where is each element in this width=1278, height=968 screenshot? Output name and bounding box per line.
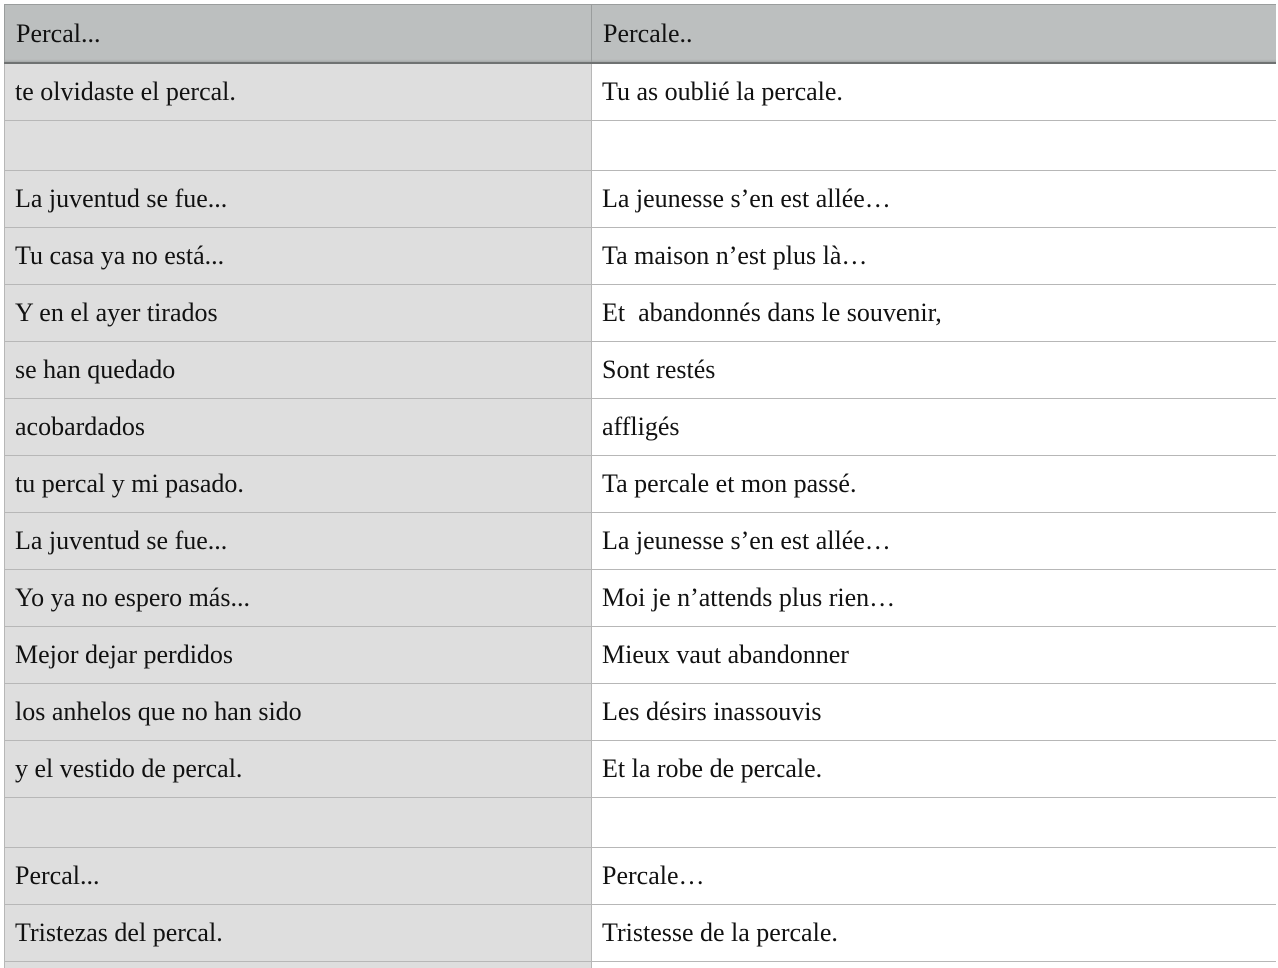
spanish-cell[interactable]: Y en el ayer tirados (5, 285, 592, 342)
french-cell[interactable]: Ta maison n’est plus là… (592, 228, 1277, 285)
french-cell[interactable]: La jeunesse s’en est allée… (592, 171, 1277, 228)
french-cell[interactable]: affligés (592, 399, 1277, 456)
french-cell[interactable]: Et la robe de percale. (592, 741, 1277, 798)
french-cell[interactable]: Tu as oublié la percale. (592, 63, 1277, 121)
spanish-cell[interactable]: Tu casa ya no está... (5, 228, 592, 285)
table-row (5, 285, 1277, 342)
french-cell[interactable]: La jeunesse s’en est allée… (592, 513, 1277, 570)
table-row (5, 905, 1277, 962)
spanish-cell[interactable] (5, 121, 592, 171)
spanish-cell[interactable]: tu percal y mi pasado. (5, 456, 592, 513)
french-cell[interactable]: Percale… (592, 848, 1277, 905)
table-row (5, 456, 1277, 513)
lyrics-translation-table (4, 4, 1276, 968)
table-row (5, 63, 1277, 121)
table-row (5, 627, 1277, 684)
header-french: Percale.. (592, 5, 1277, 64)
spanish-cell[interactable]: Yo ya no espero más... (5, 570, 592, 627)
table-row (5, 741, 1277, 798)
table-row (5, 171, 1277, 228)
spanish-cell[interactable]: y el vestido de percal. (5, 741, 592, 798)
spanish-cell[interactable]: Percal... (5, 848, 592, 905)
french-cell[interactable]: Ta percale et mon passé. (592, 456, 1277, 513)
header-spanish: Percal... (5, 5, 592, 64)
spanish-cell[interactable]: La juventud se fue... (5, 171, 592, 228)
table-row (5, 228, 1277, 285)
table-row (5, 848, 1277, 905)
lyrics-table-container (4, 4, 1276, 968)
table-row (5, 342, 1277, 399)
french-cell[interactable]: Moi je n’attends plus rien… (592, 570, 1277, 627)
french-cell[interactable] (592, 962, 1277, 968)
french-cell[interactable]: Et abandonnés dans le souvenir, (592, 285, 1277, 342)
french-cell[interactable] (592, 798, 1277, 848)
table-row (5, 399, 1277, 456)
table-row (5, 570, 1277, 627)
spanish-cell[interactable]: Tristezas del percal. (5, 905, 592, 962)
table-header-row (5, 5, 1277, 64)
table-row (5, 798, 1277, 848)
table-row (5, 121, 1277, 171)
table-row (5, 962, 1277, 968)
table-row (5, 513, 1277, 570)
spanish-cell[interactable]: La juventud se fue... (5, 513, 592, 570)
spanish-cell[interactable]: Mejor dejar perdidos (5, 627, 592, 684)
french-cell[interactable]: Tristesse de la percale. (592, 905, 1277, 962)
french-cell[interactable]: Les désirs inassouvis (592, 684, 1277, 741)
spanish-cell[interactable]: acobardados (5, 399, 592, 456)
french-cell[interactable]: Sont restés (592, 342, 1277, 399)
spanish-cell[interactable]: se han quedado (5, 342, 592, 399)
spanish-cell[interactable] (5, 962, 592, 968)
spanish-cell[interactable] (5, 798, 592, 848)
french-cell[interactable] (592, 121, 1277, 171)
spanish-cell[interactable]: los anhelos que no han sido (5, 684, 592, 741)
french-cell[interactable]: Mieux vaut abandonner (592, 627, 1277, 684)
spanish-cell[interactable]: te olvidaste el percal. (5, 63, 592, 121)
table-row (5, 684, 1277, 741)
